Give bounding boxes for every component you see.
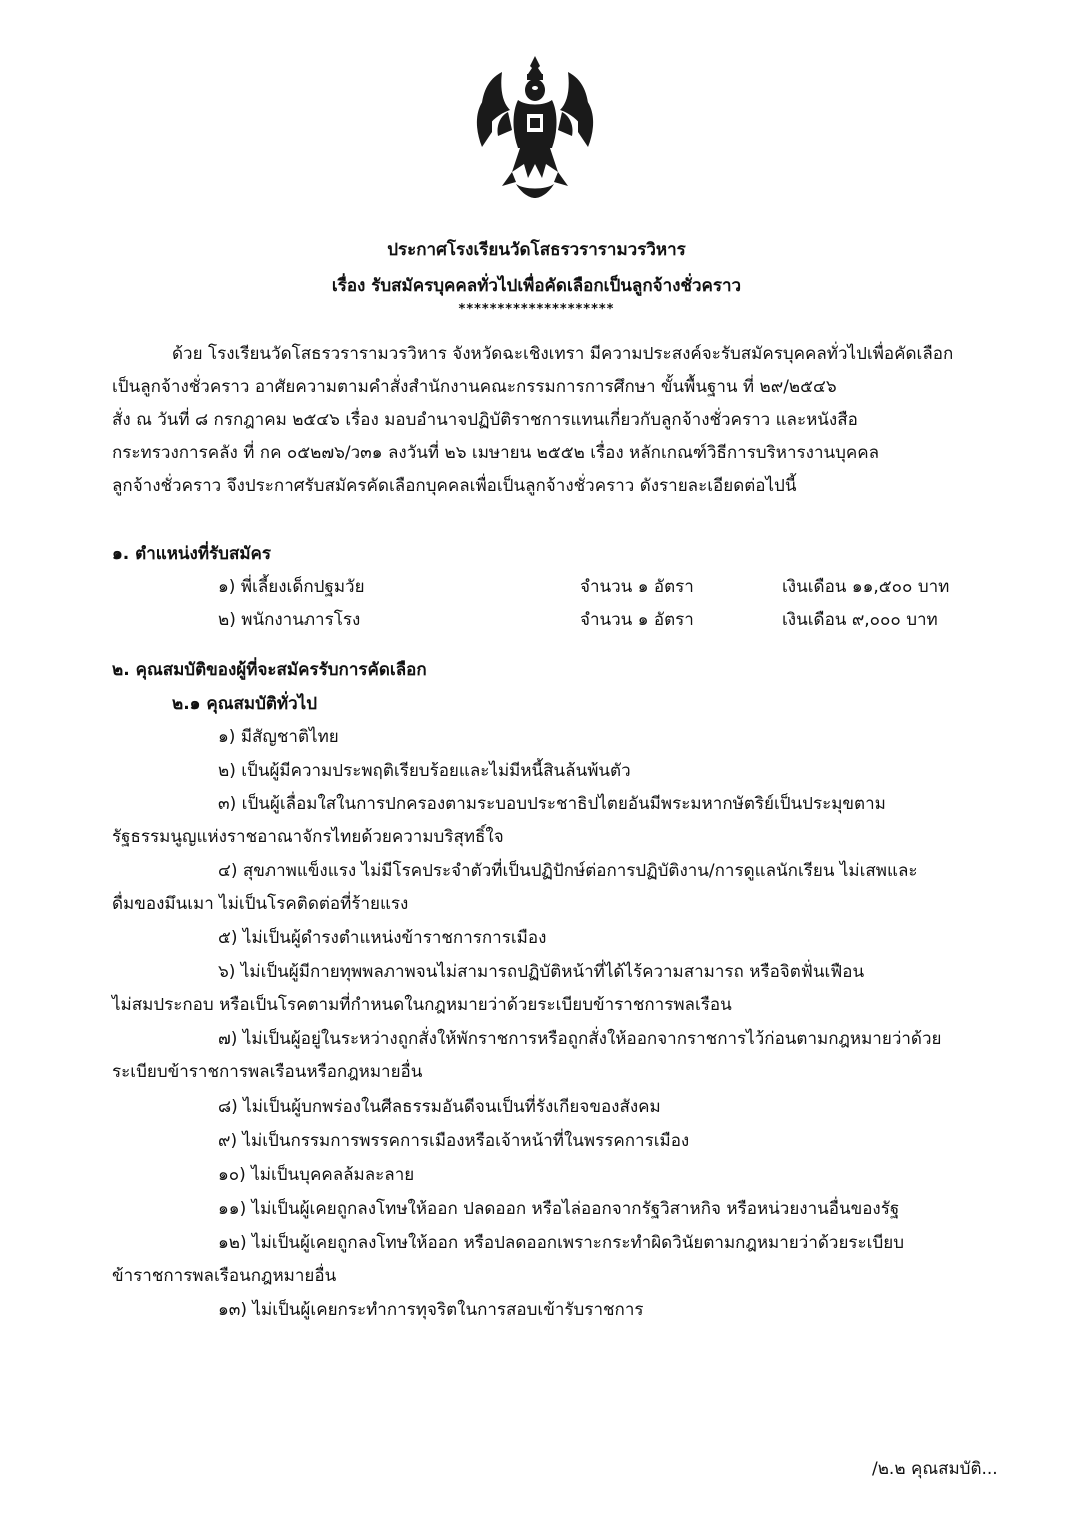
intro-line: ด้วย โรงเรียนวัดโสธรวรารามวรวิหาร จังหวัดฉะเชิงเทรา มีความประสงค์จะรับสมัครบุคคลทั่วไปเพื่อคัดเลือก [172,344,954,364]
announcement-title: ประกาศโรงเรียนวัดโสธรวรารามวรวิหาร [387,240,686,260]
qualification-item: ๗) ไม่เป็นผู้อยู่ในระหว่างถูกสั่งให้พักราชการหรือถูกสั่งให้ออกจากราชการไว้ก่อนตามกฎหมายว่าด้วย [218,1029,942,1049]
qualification-item: ๓) เป็นผู้เลื่อมใสในการปกครองตามระบอบประชาธิปไตยอันมีพระมหากษัตริย์เป็นประมุขตาม [218,794,886,814]
qualification-item: ๑๒) ไม่เป็นผู้เคยถูกลงโทษให้ออก หรือปลดออกเพราะกระทำผิดวินัยตามกฎหมายว่าด้วยระเบียบ [218,1233,905,1253]
announcement-subject: เรื่อง รับสมัครบุคคลทั่วไปเพื่อคัดเลือกเป็นลูกจ้างชั่วคราว [331,276,742,296]
position-salary: เงินเดือน ๑๑,๕๐๐ บาท [782,577,950,597]
section-2-heading: ๒. คุณสมบัติของผู้ที่จะสมัครรับการคัดเลือก [112,660,427,680]
position-name: ๒) พนักงานภารโรง [218,610,361,630]
position-name: ๑) พี่เลี้ยงเด็กปฐมวัย [218,577,365,597]
qualification-item-continued: ดื่มของมึนเมา ไม่เป็นโรคติดต่อที่ร้ายแรง [112,894,409,914]
qualification-item: ๑๐) ไม่เป็นบุคคลล้มละลาย [218,1165,415,1185]
qualification-item-continued: รัฐธรรมนูญแห่งราชอาณาจักรไทยด้วยความบริสุทธิ์ใจ [112,827,504,847]
intro-line: ลูกจ้างชั่วคราว จึงประกาศรับสมัครคัดเลือกบุคคลเพื่อเป็นลูกจ้างชั่วคราว ดังรายละเอียดต่อไปนี้ [112,476,797,496]
qualification-item-continued: ระเบียบข้าราชการพลเรือนหรือกฎหมายอื่น [112,1062,423,1082]
qualification-item: ๕) ไม่เป็นผู้ดำรงตำแหน่งข้าราชการการเมือง [218,928,547,948]
qualification-item: ๒) เป็นผู้มีความประพฤติเรียบร้อยและไม่มีหนี้สินล้นพ้นตัว [218,761,631,781]
section-1-heading: ๑. ตำแหน่งที่รับสมัคร [112,544,272,564]
title-separator: ******************** [458,302,615,317]
qualification-item: ๙) ไม่เป็นกรรมการพรรคการเมืองหรือเจ้าหน้าที่ในพรรคการเมือง [218,1131,690,1151]
position-count: จำนวน ๑ อัตรา [580,577,694,597]
qualification-item-continued: ไม่สมประกอบ หรือเป็นโรคตามที่กำหนดในกฎหมายว่าด้วยระเบียบข้าราชการพลเรือน [112,995,732,1015]
position-count: จำนวน ๑ อัตรา [580,610,694,630]
section-2-1-heading: ๒.๑ คุณสมบัติทั่วไป [172,694,318,714]
qualification-item: ๑) มีสัญชาติไทย [218,727,339,747]
intro-line: เป็นลูกจ้างชั่วคราว อาศัยความตามคำสั่งสำนักงานคณะกรรมการการศึกษา ขั้นพื้นฐาน ที่ ๒๙/๒๕๔๖ [112,377,837,397]
qualification-item: ๖) ไม่เป็นผู้มีกายทุพพลภาพจนไม่สามารถปฏิบัติหน้าที่ได้ไร้ความสามารถ หรือจิตฟั่นเฟือน [218,962,865,982]
page-continuation: /๒.๒ คุณสมบัติ... [872,1459,998,1479]
qualification-item: ๑๓) ไม่เป็นผู้เคยกระทำการทุจริตในการสอบเข้ารับราชการ [218,1300,644,1320]
position-salary: เงินเดือน ๙,๐๐๐ บาท [782,610,938,630]
garuda-emblem-icon [472,52,598,202]
intro-line: สั่ง ณ วันที่ ๘ กรกฎาคม ๒๕๔๖ เรื่อง มอบอำนาจปฏิบัติราชการแทนเกี่ยวกับลูกจ้างชั่วคราว และหนังสือ [112,410,858,430]
qualification-item: ๘) ไม่เป็นผู้บกพร่องในศีลธรรมอันดีจนเป็นที่รังเกียจของสังคม [218,1097,661,1117]
qualification-item-continued: ข้าราชการพลเรือนกฎหมายอื่น [112,1266,337,1286]
qualification-item: ๑๑) ไม่เป็นผู้เคยถูกลงโทษให้ออก ปลดออก หรือไล่ออกจากรัฐวิสาหกิจ หรือหน่วยงานอื่นของรัฐ [218,1199,900,1219]
intro-line: กระทรวงการคลัง ที่ กค ๐๕๒๗๖/ว๓๑ ลงวันที่ ๒๖ เมษายน ๒๕๕๒ เรื่อง หลักเกณฑ์วิธีการบริหารงานบุคคล [112,443,880,463]
qualification-item: ๔) สุขภาพแข็งแรง ไม่มีโรคประจำตัวที่เป็นปฏิปักษ์ต่อการปฏิบัติงาน/การดูแลนักเรียน ไม่เสพและ [218,861,918,881]
